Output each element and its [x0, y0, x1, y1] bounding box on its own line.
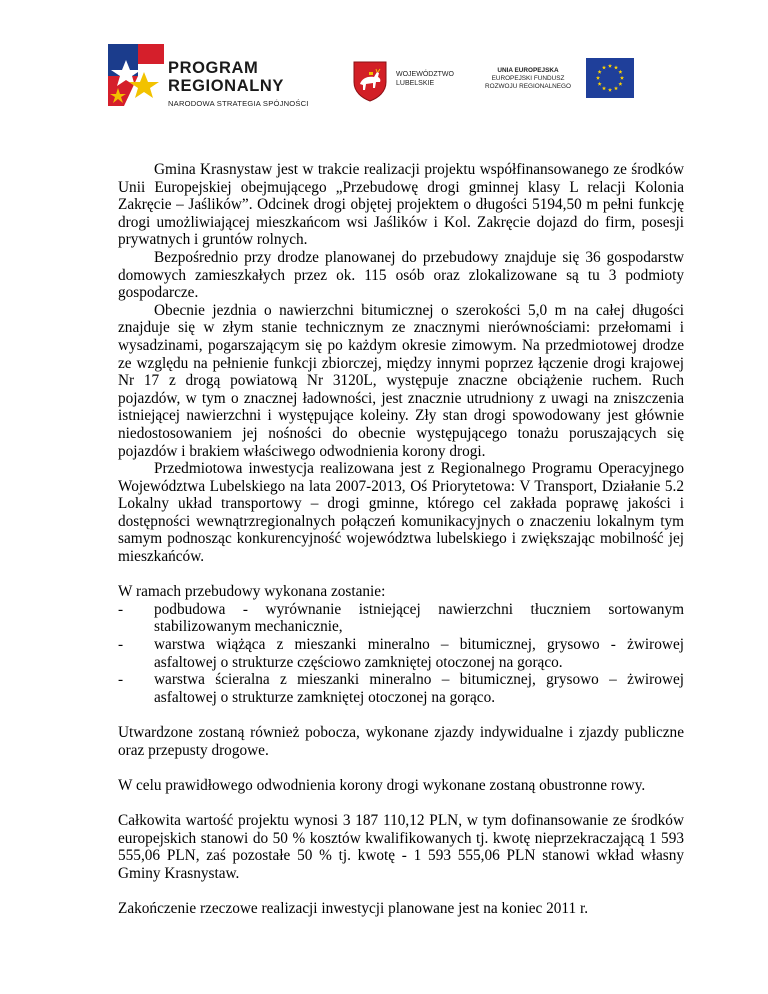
eu-line2: EUROPEJSKI FUNDUSZ — [491, 75, 565, 82]
eu-flag-icon — [586, 58, 634, 98]
list-item — [118, 636, 684, 671]
program-regionalny-emblem-icon — [104, 42, 166, 108]
paragraph-investment-program: Przedmiotowa inwestycja realizowana jest z Regionalnego Programu Operacyjnego Województwa Lubelskiego na lata 2007-2013, Oś Priorytetowa: V Transport, Działanie 5.2 Lokalny układ transportowy – drogi gminne, którego cel zakłada poprawę jakości i dostępności wewnątrzregionalnych połączeń komunikacyjnych o znaczeniu lokalnym tym samym podnosząc konkurencyjność województwa lubelskiego i zwiększając mobilność jej mieszkańców. — [118, 460, 684, 566]
wojewodztwo-text — [396, 70, 454, 88]
list-item-text: warstwa ścieralna z mieszanki mineralno – bitumicznej, grysowo – żwirowej asfaltowej o strukturze zamkniętej otoczonej na gorąco. — [154, 671, 684, 706]
list-item — [118, 671, 684, 706]
wojewodztwo-line1: WOJEWÓDZTWO — [396, 71, 454, 78]
works-list — [118, 601, 684, 707]
program-regionalny-logo — [104, 42, 329, 112]
program-logo-line1: PROGRAM — [168, 59, 259, 77]
list-item — [118, 601, 684, 636]
list-item-text: warstwa wiążąca z mieszanki mineralno – bitumicznej, grysowo - żwirowej asfaltowej o strukturze częściowo zamkniętej otoczonej na gorąco. — [154, 636, 684, 671]
list-dash: - — [118, 671, 124, 689]
paragraph-road-condition: Obecnie jezdnia o nawierzchni bitumicznej o szerokości 5,0 m na całej długości znajduje się w złym stanie technicznym ze znacznymi nierównościami: przełomami i wysadzinami, pogarszającym się po każdym okresie zimowym. Na przedmiotowej drodze ze względu na pełnienie funkcji zbiorczej, między innymi poprzez łączenie drogi krajowej Nr 17 z drogą powiatową Nr 3120L, występuje znaczne obciążenie ruchem. Ruch pojazdów, w tym o znacznej ładowności, jest znacznie utrudniony z uwagi na zniszczenia istniejącej nawierzchni i występujące koleiny. Zły stan drogi spowodowany jest głównie niedostosowaniem jej nośności do obecnie występującego tonażu poruszających się pojazdów i brakiem właściwego odwodnienia korony drogi. — [118, 301, 684, 460]
list-dash: - — [118, 636, 124, 654]
list-item-text: podbudowa - wyrównanie istniejącej nawierzchni tłuczniem sortowanym stabilizowanym mechanicznie, — [154, 600, 684, 636]
paragraph-households: Bezpośrednio przy drodze planowanej do przebudowy znajduje się 36 gospodarstw domowych zamieszkałych przez ok. 115 osób oraz zlokalizowane są tu 3 podmioty gospodarcze. — [118, 248, 684, 302]
paragraph-completion: Zakończenie rzeczowe realizacji inwestycji planowane jest na koniec 2011 r. — [118, 899, 589, 917]
eu-fund-text — [478, 67, 578, 91]
paragraph-project-value: Całkowita wartość projektu wynosi 3 187 110,12 PLN, w tym dofinansowanie ze środków europejskich stanowi do 50 % kosztów kwalifikowanych tj. kwotę nieprzekraczającą 1 593 555,06 PLN, zaś pozostałe 50 % tj. kwotę - 1 593 555,06 PLN stanowi wkład własny Gminy Krasnystaw. — [118, 811, 684, 882]
list-dash: - — [118, 600, 124, 618]
program-logo-line2: REGIONALNY — [168, 77, 285, 95]
paragraph-drainage: W celu prawidłowego odwodnienia korony drogi wykonane zostaną obustronne rowy. — [118, 776, 646, 794]
paragraph-shoulders: Utwardzone zostaną również pobocza, wykonane zjazdy indywidualne i zjazdy publiczne oraz przepusty drogowe. — [118, 724, 684, 759]
document-body — [118, 161, 684, 918]
eu-line3: ROZWOJU REGIONALNEGO — [485, 83, 571, 90]
wojewodztwo-lubelskie-logo — [352, 60, 472, 105]
program-logo-subtitle: NARODOWA STRATEGIA SPÓJNOŚCI — [168, 99, 309, 108]
lubelskie-coat-of-arms-icon — [352, 60, 388, 102]
eu-line1: UNIA EUROPEJSKA — [497, 67, 559, 74]
eu-fund-logo — [478, 56, 638, 104]
paragraph-project-intro: Gmina Krasnystaw jest w trakcie realizacji projektu współfinansowanego ze środków Unii Europejskiej obejmującego „Przebudowę drogi gminnej klasy L relacji Kolonia Zakręcie – Jaślików”. Odcinek drogi objętej projektem o długości 5194,50 m pełni funkcję drogi umożliwiającej mieszkańcom wsi Jaślików i Kol. Zakręcie dojazd do firm, posesji prywatnych i gruntów rolnych. — [118, 161, 684, 249]
list-intro: W ramach przebudowy wykonana zostanie: — [118, 583, 386, 601]
wojewodztwo-line2: LUBELSKIE — [396, 80, 435, 87]
